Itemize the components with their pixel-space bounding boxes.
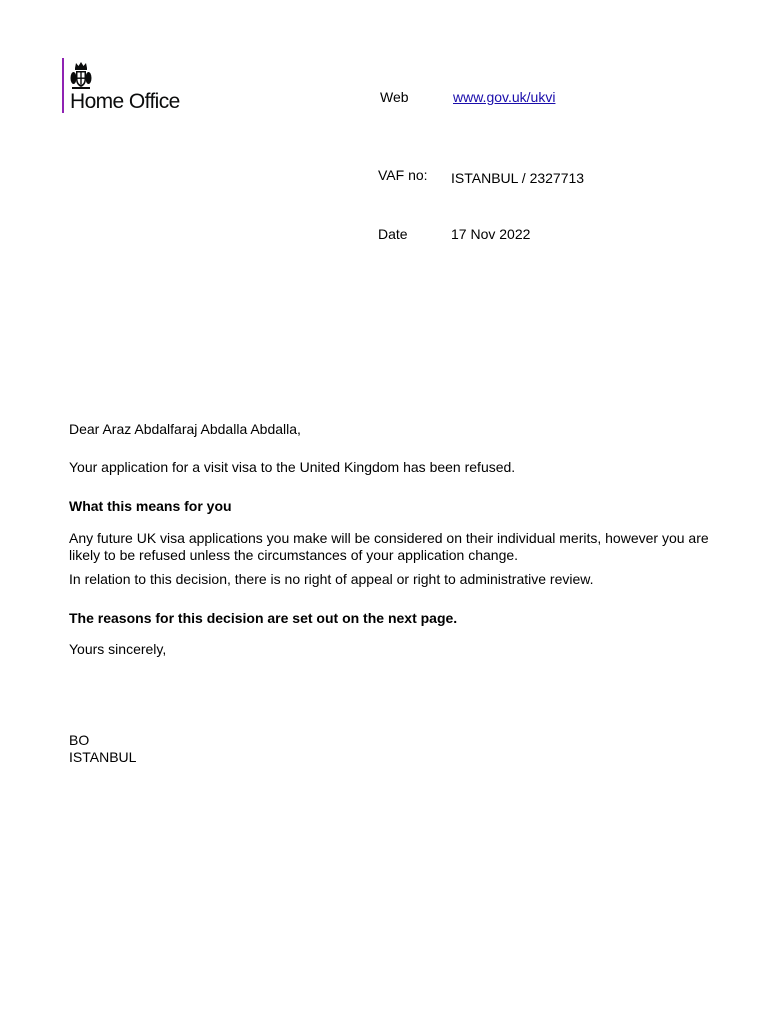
refusal-statement: Your application for a visit visa to the United Kingdom has been refused. [69,459,516,475]
web-label: Web [380,89,409,105]
paragraph-future-applications: Any future UK visa applications you make will be considered on their individual merits, however you are likely to be refused unless the circumstances of your application change. [69,530,709,563]
web-link[interactable]: www.gov.uk/ukvi [453,89,556,105]
salutation: Dear Araz Abdalfaraj Abdalla Abdalla, [69,421,301,437]
royal-crest-icon [70,60,92,90]
reasons-note: The reasons for this decision are set out on the next page. [69,610,458,626]
date-value: 17 Nov 2022 [451,226,531,242]
closing: Yours sincerely, [69,641,167,657]
vaf-label: VAF no: [378,167,428,183]
paragraph-appeal: In relation to this decision, there is no right of appeal or right to administrative review. [69,571,594,587]
vaf-number: ISTANBUL / 2327713 [451,170,585,186]
date-label: Date [378,226,408,242]
logo-accent-bar [62,58,64,113]
home-office-logo [62,58,202,118]
signature-name: BO [69,732,90,748]
section-heading: What this means for you [69,498,232,514]
logo-text: Home Office [70,90,180,113]
signature-location: ISTANBUL [69,749,137,765]
